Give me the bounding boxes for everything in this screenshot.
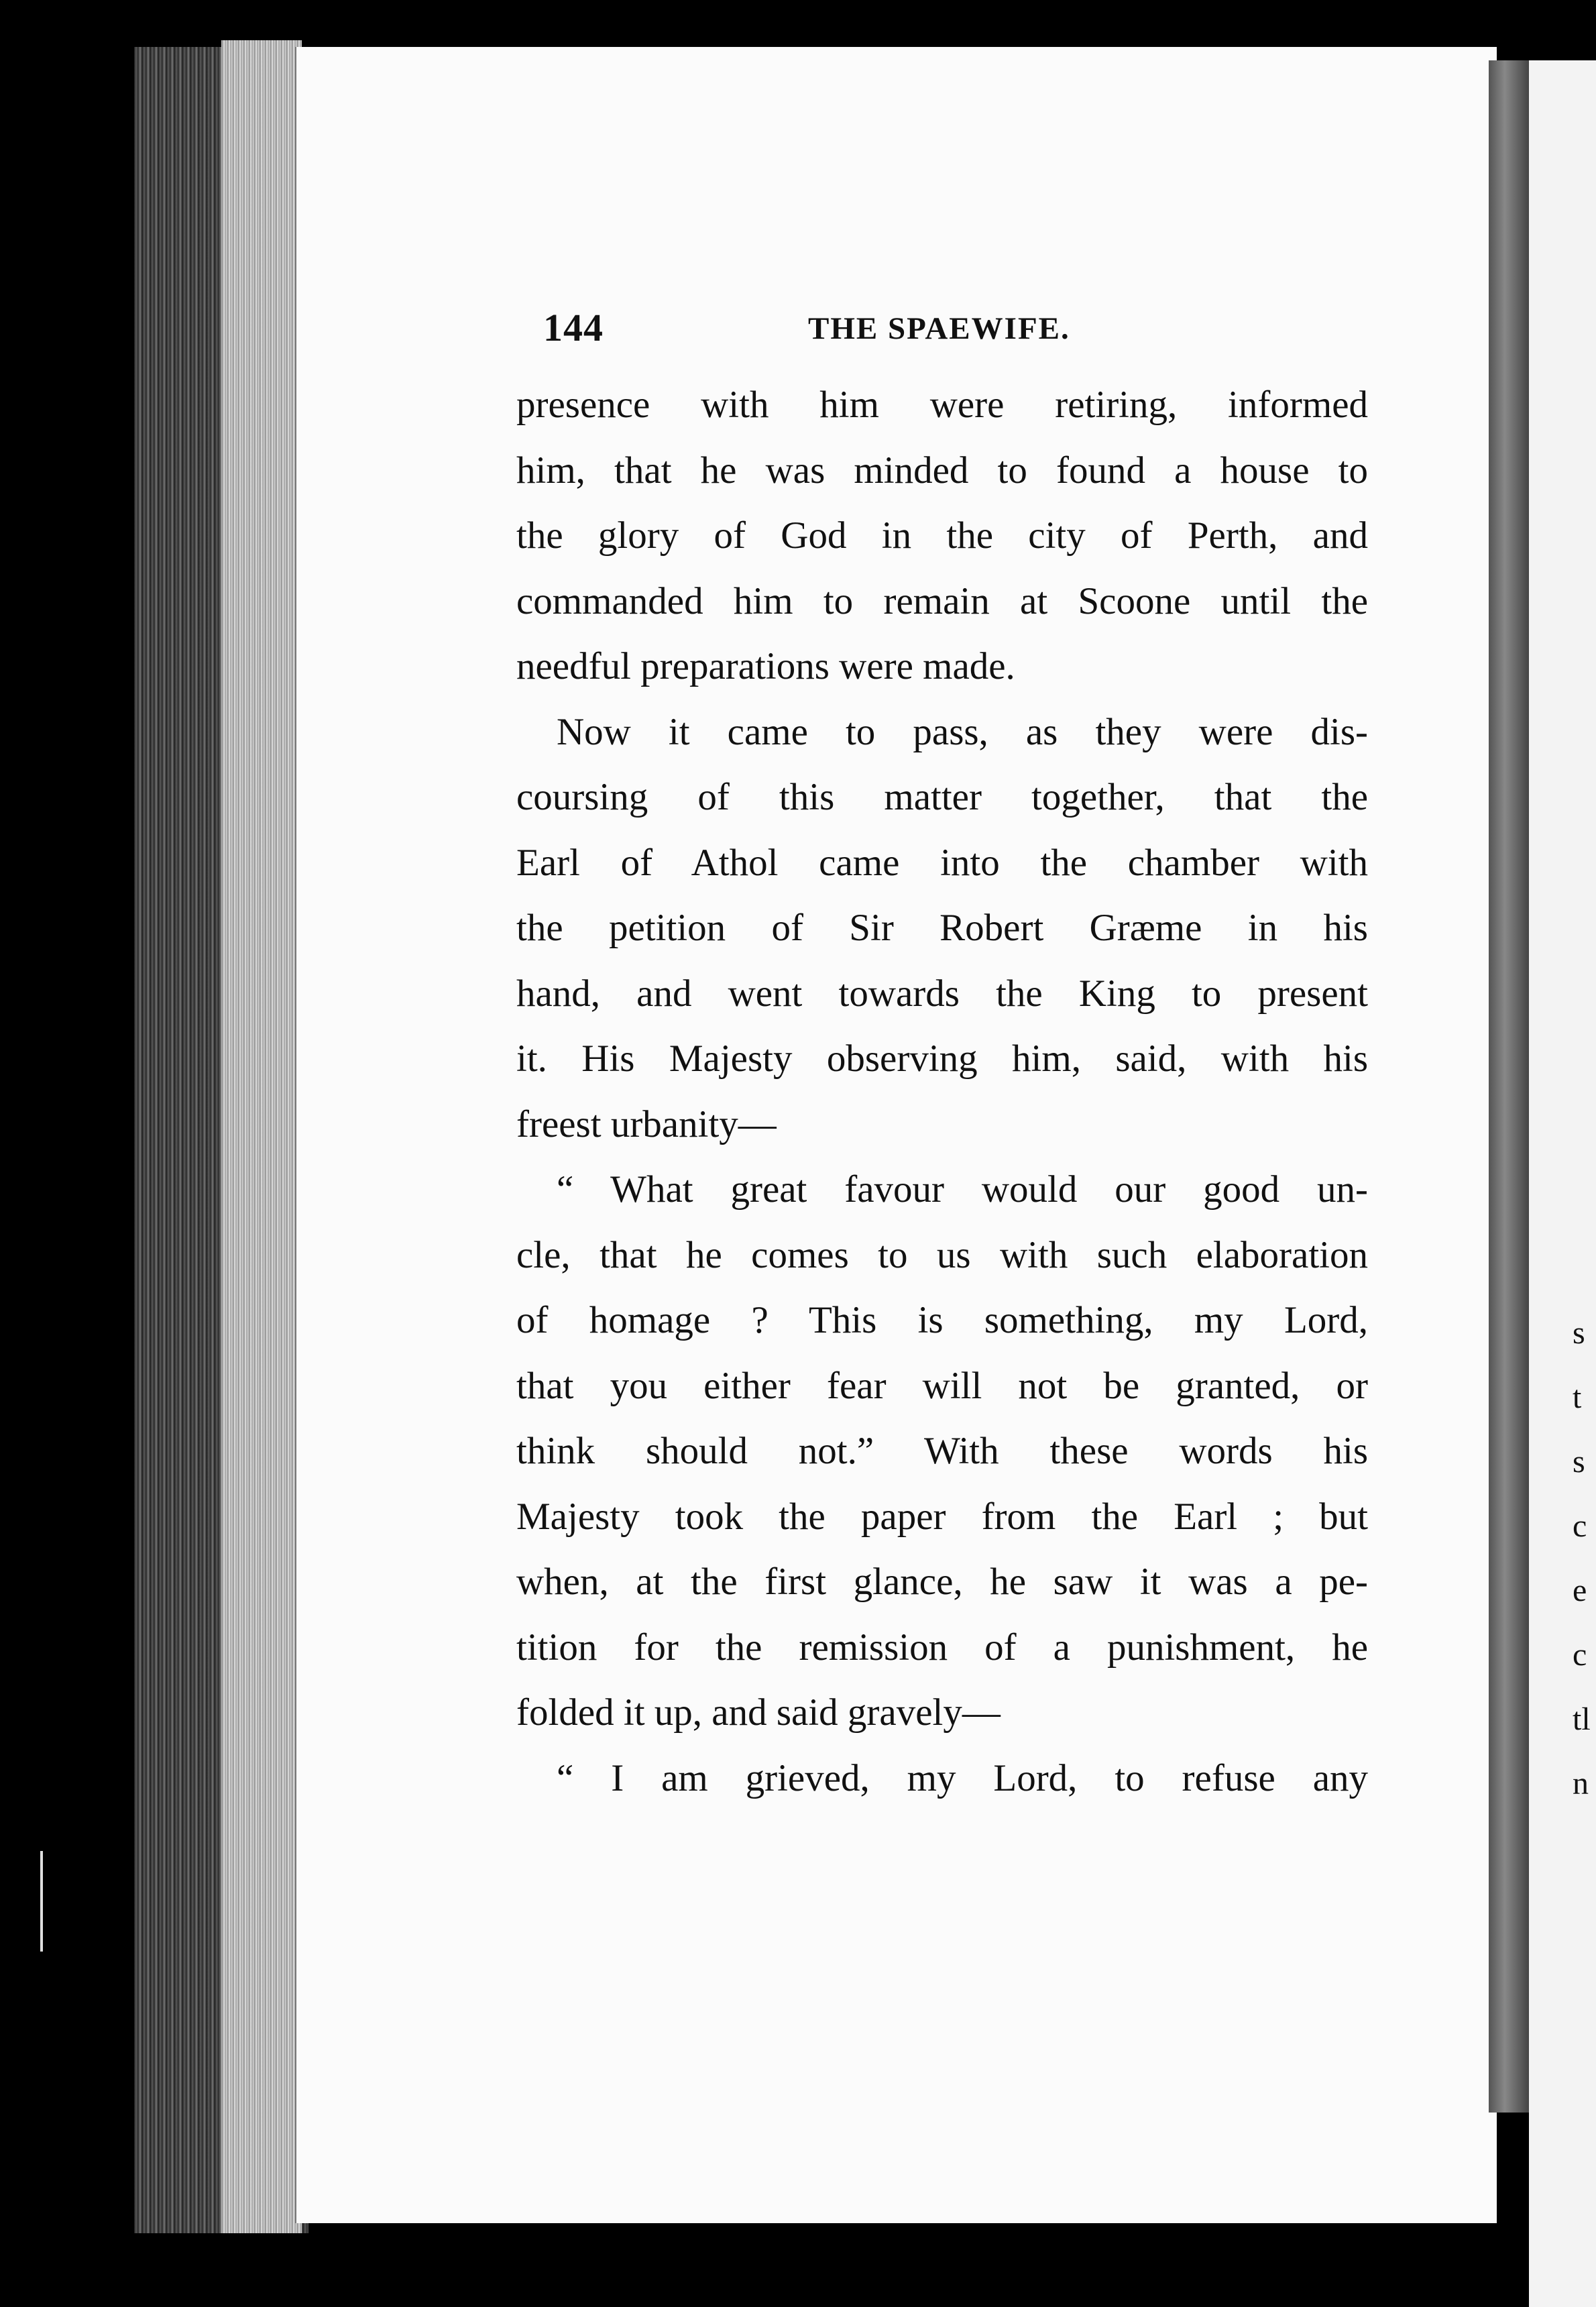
adjacent-letter: c [1573,1637,1587,1673]
body-line: it. His Majesty observing him, said, with his [516,1037,1368,1080]
body-line: Majesty took the paper from the Earl ; but [516,1495,1368,1538]
body-line: him, that he was minded to found a house to [516,449,1368,492]
margin-mark [40,1851,47,1952]
adjacent-letter: tl [1573,1701,1591,1737]
body-line: tition for the remission of a punishment, he [516,1626,1368,1669]
body-line: “ What great favour would our good un- [557,1168,1368,1211]
body-line: Now it came to pass, as they were dis- [557,710,1368,753]
body-line: that you either fear will not be granted, or [516,1364,1368,1407]
adjacent-letter: c [1573,1508,1587,1544]
body-line: “ I am grieved, my Lord, to refuse any [557,1756,1368,1799]
page-heading: THE SPAEWIFE. [808,311,1070,346]
book-gutter [1489,60,1529,2113]
page-text-block [516,305,1388,1811]
body-line: when, at the first glance, he saw it was a pe- [516,1561,1368,1603]
body-line: cle, that he comes to us with such elaboration [516,1233,1368,1276]
body-line: presence with him were retiring, informed [516,384,1368,426]
body-line: Earl of Athol came into the chamber with [516,841,1368,884]
adjacent-letter: n [1573,1766,1589,1801]
body-line: commanded him to remain at Scoone until the [516,579,1368,622]
book-page-edges-inner [221,40,302,2233]
body-line: coursing of this matter together, that the [516,776,1368,818]
body-line: needful preparations were made. [516,645,1015,687]
body-line: think should not.” With these words his [516,1430,1368,1472]
body-line: folded it up, and said gravely— [516,1691,1001,1734]
body-line: the petition of Sir Robert Græme in his [516,907,1368,949]
body-line: of homage ? This is something, my Lord, [516,1299,1368,1341]
body-line: the glory of God in the city of Perth, and [516,514,1368,557]
adjacent-letter: s [1573,1444,1585,1479]
adjacent-letter: e [1573,1573,1587,1608]
body-line: freest urbanity— [516,1103,777,1145]
adjacent-letter: t [1573,1380,1582,1415]
body-line: hand, and went towards the King to present [516,972,1368,1015]
adjacent-page-edge [1529,60,1596,2307]
adjacent-letter: s [1573,1315,1585,1351]
running-head [516,305,1388,372]
adjacent-page-letters [1573,1301,1591,1816]
page-number: 144 [543,306,604,349]
